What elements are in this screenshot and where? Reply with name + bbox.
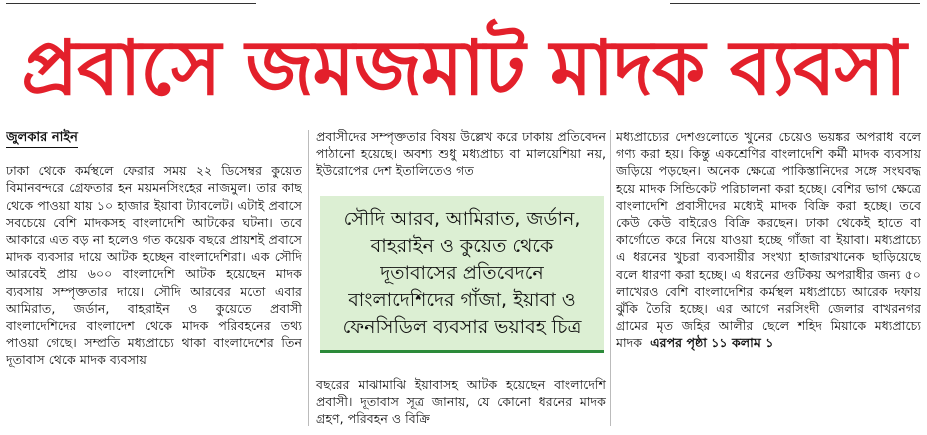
column-divider <box>308 130 309 426</box>
pull-quote-line: বাহরাইন ও কুয়েত থেকে <box>370 234 554 257</box>
continuation-note[interactable]: এরপর পৃষ্ঠা ১১ কলাম ১ <box>650 335 774 351</box>
column-2-top-text: প্রবাসীদের সম্পৃক্ততার বিষয় উল্লেখ করে ঢাকায় প্রতিবেদন পাঠানো হয়েছে। অবশ্য শুধু মধ্যপ্রাচ্য বা মালয়েশিয়া নয়, ইউরোপের দেশ ইতালিতেও গত <box>316 129 606 179</box>
column-3-text <box>616 128 921 352</box>
pull-quote-line: সৌদি আরব, আমিরাত, জর্ডান, <box>343 207 581 230</box>
top-rule <box>0 0 927 8</box>
column-2-bottom-text: বছরের মাঝামাঝি ইয়াবাসহ আটক হয়েছেন বাংলাদেশি প্রবাসী। দূতাবাস সূত্র জানায়, যে কোনো ধরনের মাদক গ্রহণ, পরিবহন ও বিক্রি <box>316 377 606 427</box>
pull-quote-line: ফেনসিডিল ব্যবসার ভয়াবহ চিত্র <box>342 315 582 338</box>
headline: প্রবাসে জমজমাট মাদক ব্যবসা <box>21 23 906 112</box>
article-column-1 <box>6 128 302 428</box>
pull-quote-box <box>320 196 604 353</box>
byline: জুলকার নাইন <box>6 129 78 148</box>
article-column-3 <box>616 128 921 428</box>
column-1-text: ঢাকা থেকে কর্মস্থলে ফেরার সময় ২২ ডিসেম্বর কুয়েত বিমানবন্দরে গ্রেফতার হন ময়মনসিংহের নাজমুল। তার কাছ থেকে পাওয়া যায় ১০ হাজার ইয়াবা ট্যাবলেট। এটাই প্রবাসে সবচেয়ে বেশি মাদকসহ বাংলাদেশি আটকের ঘটনা। তবে আকারে এত বড় না হলেও গত কয়েক বছরে প্রায়শই প্রবাসে মাদক ব্যবসার দায়ে আটক হচ্ছেন বাংলাদেশিরা। এক সৌদি আরবেই প্রায় ৬০০ বাংলাদেশি আটক হয়েছেন মাদক ব্যবসায় সম্পৃক্ততার দায়ে। সৌদি আরবের মতো এবার আমিরাত, জর্ডান, বাহরাইন ও কুয়েতে প্রবাসী বাংলাদেশিদের বাংলাদেশ থেকে মাদক পরিবহনের তথ্য পাওয়া গেছে। সম্প্রতি মধ্যপ্রাচ্যে থাকা বাংলাদেশের তিন দূতাবাস থেকে মাদক ব্যবসায় <box>6 163 302 368</box>
column-3-body: মধ্যপ্রাচ্যের দেশগুলোতে খুনের চেয়েও ভয়ঙ্কর অপরাধ বলে গণ্য করা হয়। কিন্তু একশ্রেণির বাংলাদেশি কর্মী মাদক ব্যবসায় জড়িয়ে পড়ছেন। অনেক ক্ষেত্রে পাকিস্তানিদের সঙ্গে সংঘবদ্ধ হয়ে মাদক সিন্ডিকেট পরিচালনা করা হচ্ছে। বেশির ভাগ ক্ষেত্রে বাংলাদেশি প্রবাসীদের মধ্যেই মাদক বিক্রি করা হচ্ছে। তবে কেউ কেউ বাইরেও বিক্রি করছেন। ঢাকা থেকেই হাতে বা কার্গোতে করে নিয়ে যাওয়া হচ্ছে গাঁজা বা ইয়াবা। মধ্যপ্রাচ্যে এ ধরনের খুচরা ব্যবসায়ীর সংখ্যা হাজারখানেক ছাড়িয়েছে বলে ধারণা করা হচ্ছে। এ ধরনের গুটিকয় অপরাধীর জন্য ৫০ লাখেরও বেশি বাংলাদেশির কর্মস্থল মধ্যপ্রাচ্যে আরেক দফায় ঝুঁকি তৈরি হচ্ছে। এর আগে নরসিংদী জেলার বাখরনগর গ্রামের মৃত জহির আলীর ছেলে শহিদ মিয়াকে মধ্যপ্রাচ্যে মাদক <box>616 129 921 351</box>
pull-quote-line: দূতাবাসের প্রতিবেদনে <box>380 261 544 284</box>
top-rule-right <box>670 3 920 4</box>
top-rule-left <box>6 3 256 4</box>
column-divider <box>610 130 611 426</box>
pull-quote-line: বাংলাদেশিদের গাঁজা, ইয়াবা ও <box>348 288 576 311</box>
